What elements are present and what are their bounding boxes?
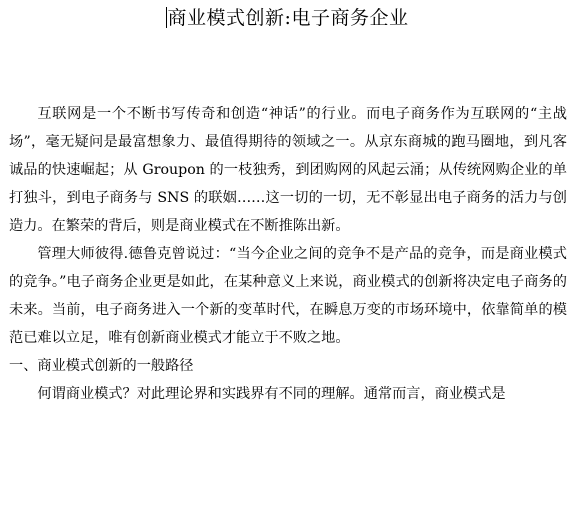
document-body <box>9 100 567 408</box>
section-heading: 一、商业模式创新的一般路径 <box>9 358 194 374</box>
document-title-text: 商业模式创新:电子商务企业 <box>167 7 409 29</box>
document-title <box>0 7 574 29</box>
text-cursor <box>166 7 167 28</box>
paragraph-intro: 互联网是一个不断书写传奇和创造“神话”的行业。而电子商务作为互联网的“主战场”，毫无疑问是最富想象力、最值得期待的领域之一。从京东商城的跑马圈地，到凡客诚品的快速崛起；从 Groupon 的一枝独秀，到团购网的风起云涌；从传统网购企业的单打独斗，到电子商务与 SNS 的联姻……这一切的一切，无不彰显出电子商务的活力与创造力。在繁荣的背后，则是商业模式在不断推陈出新。 <box>9 106 567 234</box>
paragraph-definition: 何谓商业模式？对此理论界和实践界有不同的理解。通常而言，商业模式是 <box>37 386 506 402</box>
paragraph-drucker-quote: 管理大师彼得.德鲁克曾说过：“当今企业之间的竞争不是产品的竞争，而是商业模式的竞争。”电子商务企业更是如此，在某种意义上来说，商业模式的创新将决定电子商务的未来。当前，电子商务进入一个新的变革时代，在瞬息万变的市场环境中，依靠简单的模范已难以立足，唯有创新商业模式才能立于不败之地。 <box>9 246 567 346</box>
